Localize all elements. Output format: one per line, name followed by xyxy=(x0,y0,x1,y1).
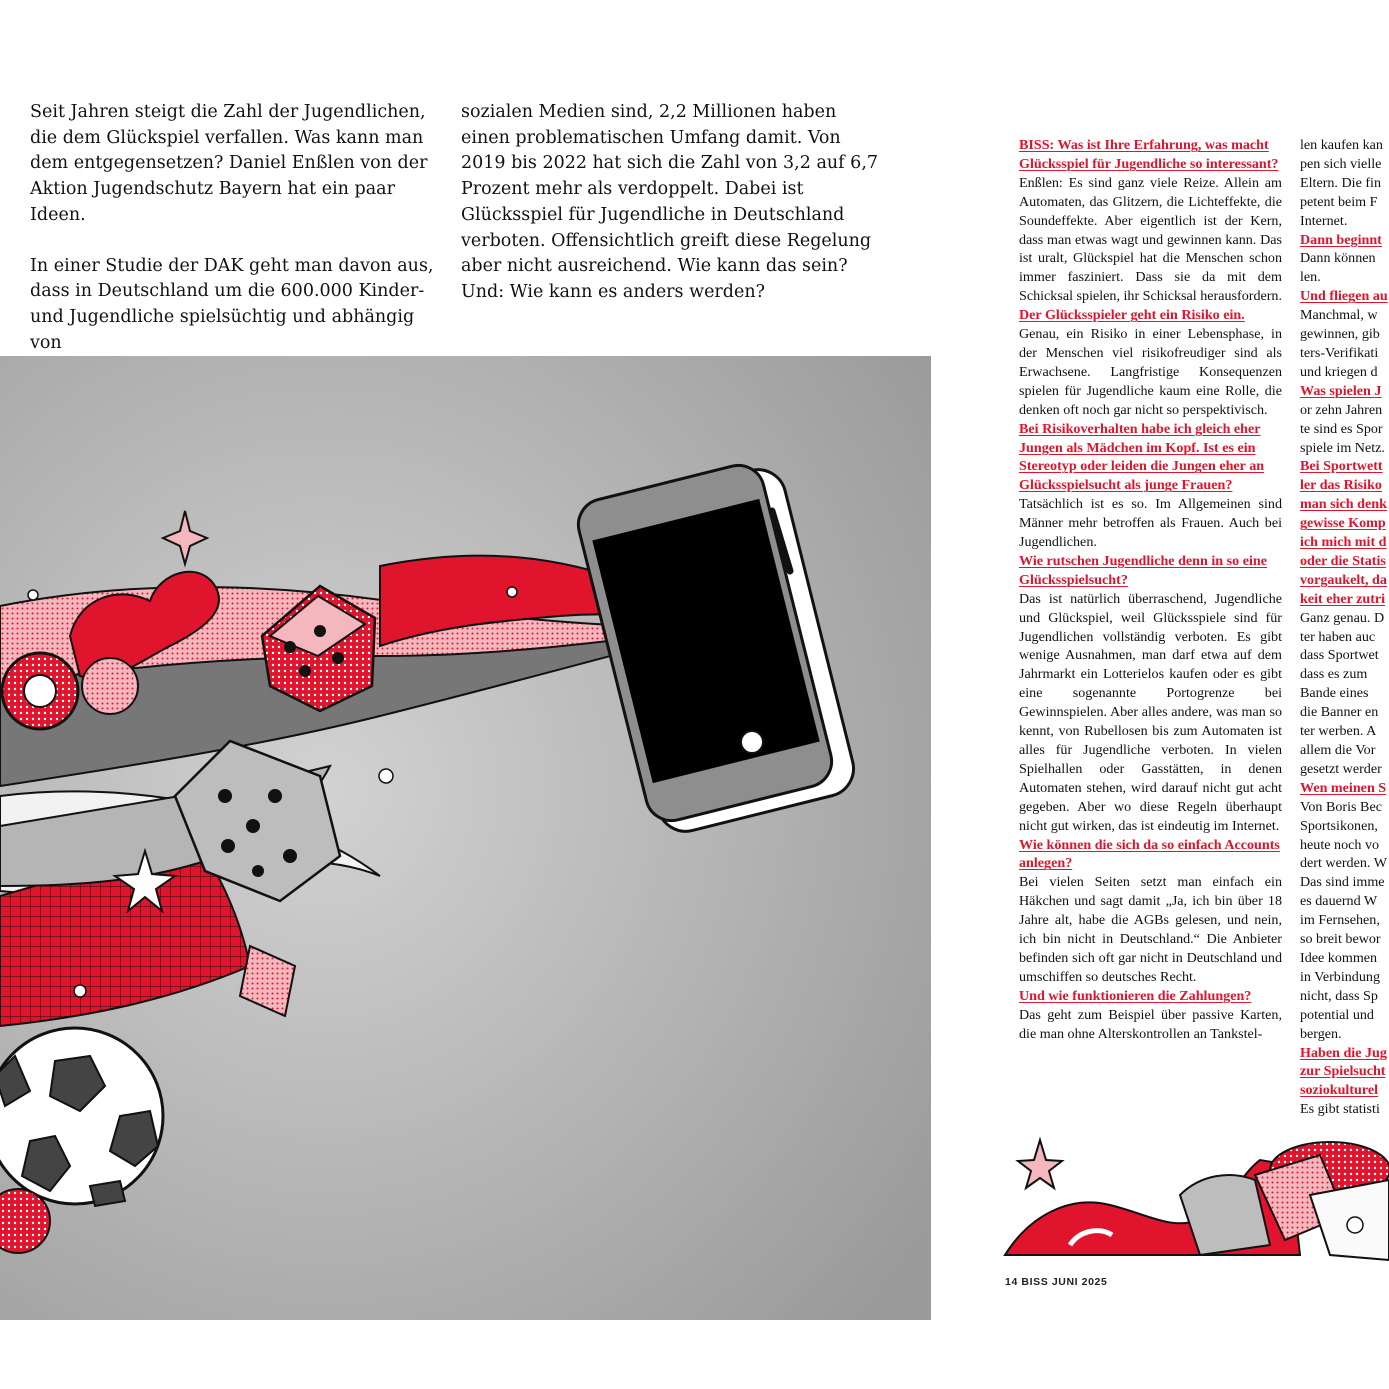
sparkle-dot xyxy=(28,590,38,600)
interview-answer-fragment: allem die Vor xyxy=(1300,742,1376,758)
interview-answer-fragment: Idee kommen xyxy=(1300,949,1378,966)
interview-question-fragment: ich mich mit d xyxy=(1300,534,1387,551)
interview-question: BISS: Was ist Ihre Erfahrung, was macht Glücksspiel für Jugendliche so interessant? xyxy=(1019,137,1279,172)
interview-answer-fragment: Manchmal, w xyxy=(1300,307,1378,324)
interview-answer-fragment: dass Sportwet xyxy=(1300,647,1379,664)
interview-answer-fragment: bergen. xyxy=(1300,1025,1342,1042)
interview-answer-fragment: Eltern. Die fin xyxy=(1300,174,1382,191)
interview-answer: Genau, ein Risiko in einer Lebensphase, in der Menschen viel risikofreudiger sind als Erwachsene. Langfristige Konsequenzen spielen für Jugendliche kaum eine Rolle, die denken oft noch gar nicht so perspektivisch. xyxy=(1019,326,1282,418)
interview-column-a xyxy=(1019,136,1282,1044)
interview-answer-fragment: Bande eines xyxy=(1300,685,1369,702)
interview-answer-fragment: len kaufen kan xyxy=(1300,137,1383,153)
interview-answer-fragment: gewinnen, gib xyxy=(1300,326,1380,343)
interview-answer: Enßlen: Es sind ganz viele Reize. Allein am Automaten, das Glitzern, die Lichteffekte, die Soundeffekte. Aber eigentlich ist der Kern, dass man etwas wagt und gewinnen kann. Das ist uralt, Glückspiel hat die Menschen schon immer fasziniert. Dass sie da mit dem Schicksal spielen, ihr Schicksal herausfordern. xyxy=(1019,174,1283,305)
interview-answer-fragment: or zehn Jahren xyxy=(1300,401,1383,418)
interview-answer-fragment: Internet. xyxy=(1300,212,1348,229)
interview-answer-fragment: petent beim F xyxy=(1300,193,1378,210)
interview-answer-fragment: in Verbindung xyxy=(1300,968,1380,985)
interview-answer-fragment: Das sind imme xyxy=(1300,874,1385,891)
interview-question-fragment: soziokulturel xyxy=(1300,1082,1379,1099)
interview-answer-fragment: so breit bewor xyxy=(1300,931,1381,948)
interview-answer-fragment: potential und xyxy=(1300,1006,1374,1023)
bottom-illustration xyxy=(1000,1135,1389,1265)
intro-column-left xyxy=(30,100,450,381)
interview-answer-fragment: Ganz genau. D xyxy=(1300,609,1385,626)
poker-chip-center xyxy=(24,675,56,707)
sparkle-dot xyxy=(507,587,517,597)
interview-answer-fragment: ter haben auc xyxy=(1300,628,1376,645)
intro-column-right xyxy=(461,100,881,331)
interview-answer-fragment: Es gibt statisti xyxy=(1300,1101,1380,1118)
intro-paragraph: Seit Jahren steigt die Zahl der Jugendlichen, die dem Glückspiel verfallen. Was kann man dem entgegensetzen? Daniel Enßlen von der Aktion Jugendschutz Bayern hat ein paar Ideen. xyxy=(30,102,428,225)
interview-question-fragment: Wen meinen S xyxy=(1300,779,1387,796)
interview-answer-fragment: und kriegen d xyxy=(1300,363,1378,380)
interview-answer-fragment: pen sich vielle xyxy=(1300,155,1382,172)
interview-question-fragment: Dann beginnt xyxy=(1300,231,1382,248)
illustration-svg xyxy=(0,356,931,1320)
interview-question: Wie können die sich da so einfach Accounts anlegen? xyxy=(1019,836,1280,872)
interview-answer-fragment: gesetzt werder xyxy=(1300,760,1382,777)
interview-answer-fragment: dert werden. W xyxy=(1300,855,1388,872)
interview-answer-fragment: im Fernsehen, xyxy=(1300,912,1380,929)
sparkle-dot xyxy=(1347,1217,1363,1233)
interview-question-fragment: oder die Statis xyxy=(1300,552,1386,569)
interview-answer-fragment: Sportsikonen, xyxy=(1300,817,1378,834)
interview-answer-fragment: die Banner en xyxy=(1300,704,1379,721)
interview-question-fragment: Bei Sportwett xyxy=(1300,458,1383,475)
interview-question: Bei Risikoverhalten habe ich gleich eher Jungen als Mädchen im Kopf. Ist es ein Stereotyp oder leiden die Jungen eher an Glücksspielsucht als junge Frauen? xyxy=(1019,420,1265,494)
interview-answer: Bei vielen Seiten setzt man einfach ein Häkchen und sagt damit „Ja, ich bin über 18 Jahre alt, habe die AGBs gelesen, und nein, ich bin nicht in Deutschland.“ Die Anbieter befinden sich oft gar nicht in Deutschland und umschiffen so deutsches Recht. xyxy=(1019,874,1282,985)
interview-column-b xyxy=(1300,136,1389,1119)
interview-answer-fragment: ter werben. A xyxy=(1300,723,1377,740)
interview-question: Und wie funktionieren die Zahlungen? xyxy=(1019,987,1252,1004)
interview-question-fragment: Und fliegen au xyxy=(1300,288,1388,305)
interview-question-fragment: zur Spielsucht xyxy=(1300,1063,1386,1080)
interview-answer-fragment: es dauernd W xyxy=(1300,893,1378,910)
bubble xyxy=(82,658,138,714)
bottom-illustration-svg xyxy=(1000,1135,1389,1265)
interview-answer-fragment: len. xyxy=(1300,269,1321,286)
page-folio: 14 BISS JUNI 2025 xyxy=(1005,1276,1108,1288)
interview-question-fragment: gewisse Komp xyxy=(1300,515,1386,532)
interview-answer-fragment: dass es zum xyxy=(1300,666,1368,683)
interview-question-fragment: man sich denk xyxy=(1300,496,1387,513)
sparkle-dot xyxy=(74,985,86,997)
interview-answer-fragment: te sind es Spor xyxy=(1300,420,1383,437)
intro-paragraph: In einer Studie der DAK geht man davon aus, dass in Deutschland um die 600.000 Kinder- und Jugendliche spielsüchtig und abhängig von xyxy=(30,255,434,353)
interview-question-fragment: Was spielen J xyxy=(1300,382,1382,399)
interview-question-fragment: vorgaukelt, da xyxy=(1300,571,1387,588)
sparkle-star xyxy=(1018,1140,1062,1188)
gambling-illustration xyxy=(0,356,931,1320)
interview-question-fragment: ler das Risiko xyxy=(1300,477,1382,494)
interview-answer: Das geht zum Beispiel über passive Karten, die man ohne Alterskontrollen an Tankstel- xyxy=(1019,1006,1282,1042)
interview-answer: Tatsächlich ist es so. Im Allgemeinen sind Männer mehr betroffen als Frauen. Auch bei Jugendlichen. xyxy=(1019,496,1282,551)
interview-question: Wie rutschen Jugendliche denn in so eine Glücksspielsucht? xyxy=(1019,552,1267,588)
interview-question: Der Glücksspieler geht ein Risiko ein. xyxy=(1019,307,1245,324)
interview-answer-fragment: heute noch vo xyxy=(1300,836,1380,853)
interview-answer-fragment: Dann können xyxy=(1300,250,1376,267)
interview-answer: Das ist natürlich überraschend, Jugendliche und Glückspiel, weil Glücksspiele sind für Jugendlichen vollständig verboten. Es gibt wenige Ausnahmen, man darf etwa auf dem Jahrmarkt ein Lotterielos kaufen oder es gibt eine sogenannte Portogrenze bei Gewinnspielen. Aber alles andere, was man so kennt, von Rubellosen bis zum Automaten ist alles für Jugendliche verboten. In vielen Spielhallen oder Gasstätten, in denen Automaten stehen, wird darauf nicht gut acht gegeben. Aber wo diese Regeln überhaupt nicht gut wirken, das ist eindeutig im Internet. xyxy=(1019,590,1282,834)
interview-answer-fragment: spiele im Netz. xyxy=(1300,439,1385,456)
interview-answer-fragment: nicht, dass Sp xyxy=(1300,987,1378,1004)
interview-answer-fragment: Von Boris Bec xyxy=(1300,798,1382,815)
sparkle-dot xyxy=(379,769,393,783)
intro-paragraph: sozialen Medien sind, 2,2 Millionen haben einen problematischen Umfang damit. Von 2019 bis 2022 hat sich die Zahl von 3,2 auf 6,7 Prozent mehr als verdoppelt. Dabei ist Glücksspiel für Jugendliche in Deutschland verboten. Offensichtlich greift diese Regelung aber nicht ausreichend. Wie kann das sein? Und: Wie kann es anders werden? xyxy=(461,102,879,302)
interview-question-fragment: Haben die Jug xyxy=(1300,1044,1387,1061)
interview-answer-fragment: ters-Verifikati xyxy=(1300,344,1379,361)
interview-question-fragment: keit eher zutri xyxy=(1300,590,1386,607)
